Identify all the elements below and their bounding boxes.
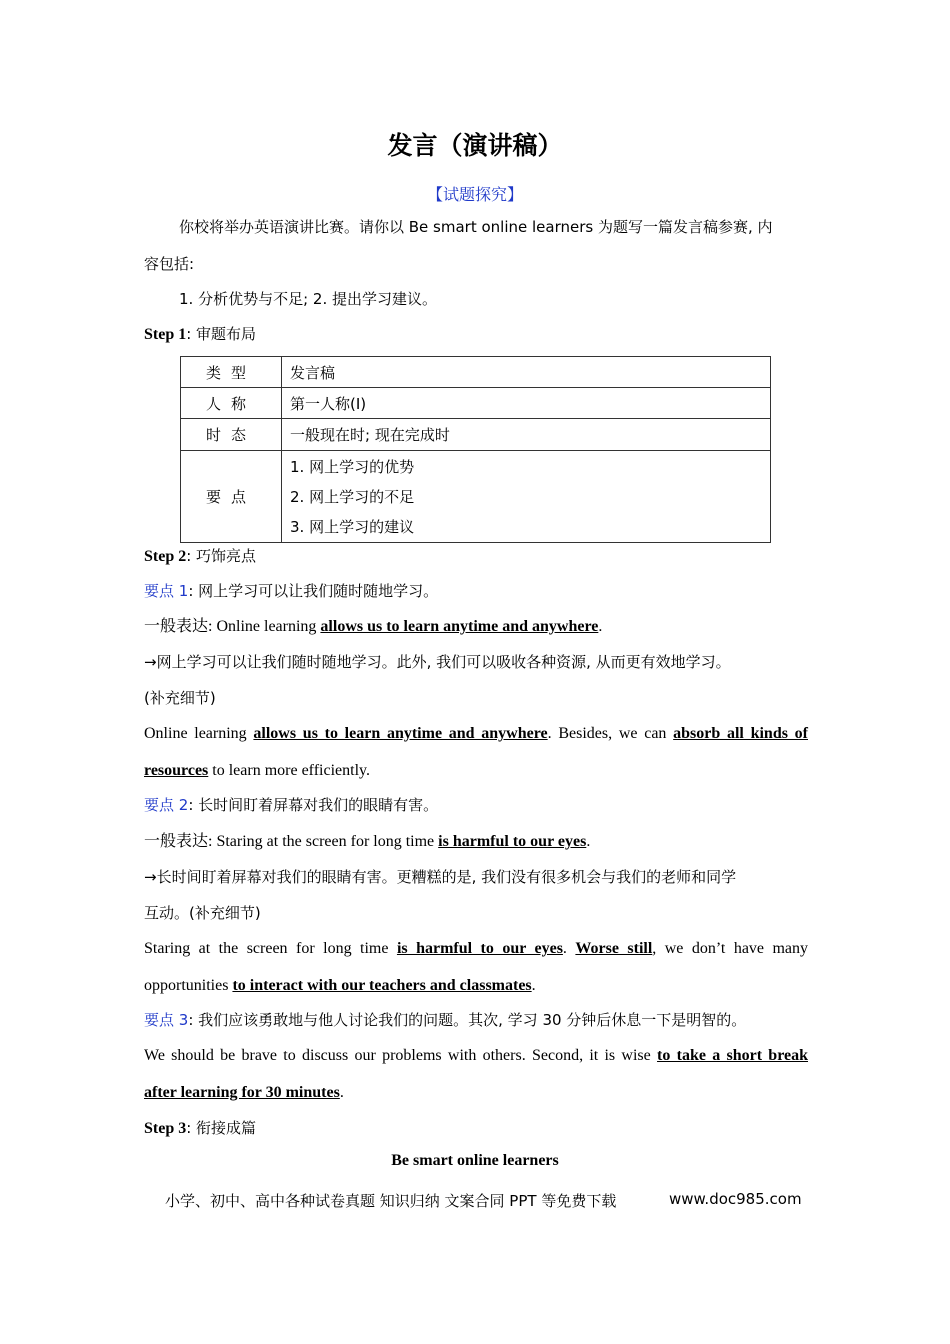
step2-text: : 巧饰亮点	[186, 547, 257, 565]
point3-heading	[144, 1009, 808, 1031]
en-text: .	[531, 977, 536, 994]
step1-heading	[144, 323, 808, 346]
highlight-phrase: absorb all kinds of	[673, 725, 808, 742]
essay-title: Be smart online learners	[391, 1152, 559, 1169]
section-tag: 【试题探究】	[426, 185, 523, 204]
point1-en-line-2	[144, 760, 808, 782]
point3-label: 要点 3	[144, 1011, 189, 1029]
highlight-phrase: allows us to learn anytime and anywhere	[253, 725, 548, 742]
footer	[165, 1190, 805, 1211]
highlight-phrase: is harmful to our eyes	[396, 940, 563, 957]
highlight-phrase: allows us to learn anytime and anywhere	[320, 618, 599, 635]
point2-cn: : 长时间盯着屏幕对我们的眼睛有害。	[188, 796, 439, 814]
list-item: 1. 网上学习的优势	[290, 457, 415, 476]
highlight-phrase: after learning for 30 minutes	[144, 1084, 340, 1101]
en-text: . Besides, we can	[547, 725, 674, 742]
step1-label: Step 1	[144, 326, 187, 343]
step2-heading	[144, 545, 808, 568]
point3-en-line-1	[144, 1045, 808, 1067]
point1-upgrade-cn: →网上学习可以让我们随时随地学习。此外, 我们可以吸收各种资源, 从而更有效地学习。	[144, 653, 731, 671]
highlight-phrase: is harmful to our eyes	[438, 833, 587, 850]
prompt-line-1	[179, 216, 843, 238]
step3-label: Step 3	[144, 1120, 187, 1137]
prompt-line-2: 容包括:	[144, 255, 195, 273]
footer-text: 小学、初中、高中各种试卷真题 知识归纳 文案合同 PPT 等免费下载	[165, 1192, 617, 1210]
table-row	[181, 357, 771, 388]
en-text: , we don’t have many	[652, 940, 809, 957]
point3-en-line-2	[144, 1082, 808, 1104]
step3-text: : 衔接成篇	[186, 1119, 257, 1137]
table-value: 第一人称(I)	[282, 388, 771, 419]
table-row	[181, 388, 771, 419]
point2-general	[144, 831, 808, 853]
outline-table	[180, 356, 771, 543]
en-text: We should be brave to discuss our problems with others. Second, it is wise	[144, 1047, 658, 1064]
table-value: 发言稿	[282, 357, 771, 388]
point2-upgrade-cn-2: 互动。(补充细节)	[144, 904, 261, 922]
point3-cn: : 我们应该勇敢地与他人讨论我们的问题。其次, 学习 30 分钟后休息一下是明智的。	[188, 1011, 747, 1029]
page-title: 发言（演讲稿）	[387, 131, 563, 160]
step2-label: Step 2	[144, 548, 187, 565]
step3-heading	[144, 1117, 808, 1140]
table-row	[181, 451, 771, 543]
table-key: 要点	[181, 451, 282, 543]
en-text: Online learning	[144, 725, 254, 742]
en-text: Staring at the screen for long time	[144, 940, 397, 957]
table-key: 人称	[181, 388, 282, 419]
en-text: .	[562, 940, 576, 957]
point1-heading	[144, 580, 808, 602]
list-item: 3. 网上学习的建议	[290, 517, 415, 536]
en-text: opportunities	[144, 977, 233, 994]
point1-cn: : 网上学习可以让我们随时随地学习。	[188, 582, 439, 600]
general-suffix: .	[586, 833, 591, 850]
point1-general	[144, 616, 808, 638]
highlight-phrase: Worse still	[575, 940, 653, 957]
point1-label: 要点 1	[144, 582, 189, 600]
footer-url[interactable]: www.doc985.com	[669, 1190, 802, 1208]
point2-upgrade-cn: →长时间盯着屏幕对我们的眼睛有害。更糟糕的是, 我们没有很多机会与我们的老师和同学	[144, 868, 737, 886]
point2-label: 要点 2	[144, 796, 189, 814]
general-prefix: 一般表达: Staring at the screen for long time	[144, 833, 439, 850]
en-text: to learn more efficiently.	[208, 762, 370, 779]
list-item: 2. 网上学习的不足	[290, 487, 415, 506]
table-points	[282, 451, 771, 543]
table-key: 类型	[181, 357, 282, 388]
en-text: .	[339, 1084, 344, 1101]
highlight-phrase: to take a short break	[657, 1047, 809, 1064]
point2-en-line-2	[144, 975, 808, 997]
prompt-line-3: 1. 分析优势与不足; 2. 提出学习建议。	[179, 290, 437, 308]
point2-heading	[144, 794, 808, 816]
point1-upgrade-note: (补充细节)	[144, 689, 216, 707]
highlight-phrase: resources	[144, 762, 209, 779]
table-row	[181, 419, 771, 451]
general-prefix: 一般表达: Online learning	[144, 618, 321, 635]
point1-en-line-1	[144, 723, 808, 745]
prompt-text-1: 你校将举办英语演讲比赛。请你以 Be smart online learners 为题写一篇发言稿参赛, 内	[179, 218, 773, 236]
table-key: 时态	[181, 419, 282, 451]
step1-text: : 审题布局	[186, 325, 257, 343]
point2-en-line-1	[144, 938, 808, 960]
general-suffix: .	[598, 618, 603, 635]
highlight-phrase: to interact with our teachers and classmates	[232, 977, 532, 994]
table-value: 一般现在时; 现在完成时	[282, 419, 771, 451]
